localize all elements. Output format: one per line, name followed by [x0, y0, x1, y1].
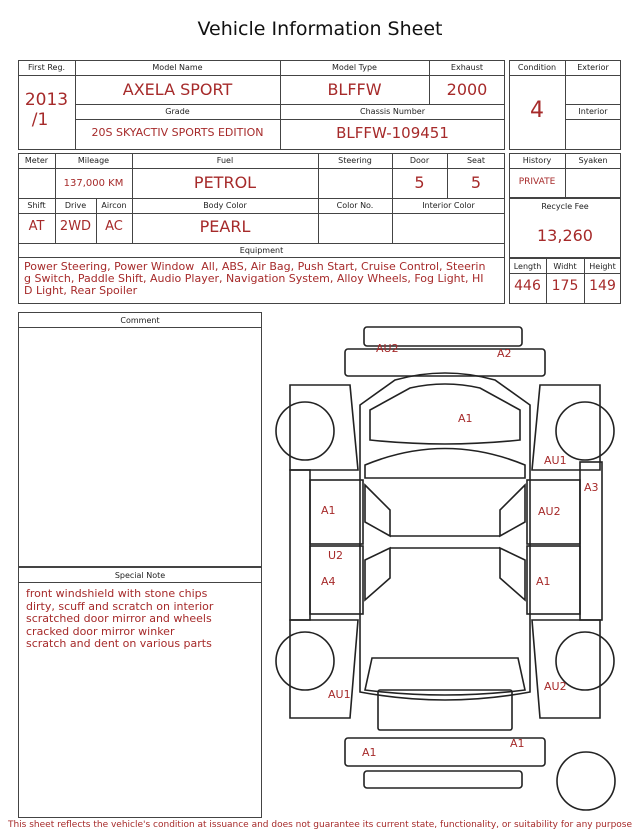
shift-label: Shift	[27, 201, 46, 210]
interior-label: Interior	[578, 107, 608, 116]
equipment-list	[24, 261, 502, 297]
condition-label: Condition	[517, 63, 557, 72]
damage-mark: A1	[362, 746, 377, 759]
length-value: 446	[514, 278, 541, 294]
damage-mark: A4	[321, 575, 336, 588]
exterior-label: Exterior	[577, 63, 609, 72]
special-note-line: scratched door mirror and wheels	[26, 612, 212, 625]
history-label: History	[522, 156, 552, 165]
left-rear-quarter	[290, 620, 358, 718]
body-color-label: Body Color	[203, 201, 247, 210]
special-note-line: cracked door mirror winker	[26, 624, 175, 638]
special-note-line: scratch and dent on various parts	[26, 637, 212, 650]
door-value: 5	[414, 173, 425, 192]
equipment-line: D Light, Rear Spoiler	[24, 284, 138, 297]
door-label: Door	[409, 156, 430, 165]
wheel-front-left	[276, 402, 334, 460]
first-reg-label: First Reg.	[27, 63, 66, 72]
damage-mark: A2	[497, 347, 512, 360]
damage-mark: A1	[458, 412, 473, 425]
recycle-fee-label: Recycle Fee	[541, 202, 589, 211]
damage-mark: A1	[536, 575, 551, 588]
shift-value: AT	[28, 219, 45, 234]
width-label: Widht	[553, 262, 577, 271]
height-value: 149	[589, 278, 616, 294]
equipment-line: Power Steering, Power Window All, ABS, Air Bag, Push Start, Cruise Control, Steerin	[24, 260, 486, 273]
damage-mark: AU1	[328, 688, 351, 701]
first-reg-year: 2013	[24, 90, 69, 110]
width-value: 175	[551, 278, 579, 294]
right-rear-quarter	[532, 620, 600, 718]
chassis-number-value: BLFFW-109451	[336, 124, 449, 142]
damage-mark: A1	[321, 504, 336, 517]
comment-box	[18, 312, 262, 567]
equipment-line: g Switch, Paddle Shift, Audio Player, Navigation System, Alloy Wheels, Fog Light, HI	[24, 272, 484, 285]
interior-color-label: Interior Color	[422, 201, 475, 210]
fuel-label: Fuel	[216, 156, 234, 165]
drive-value: 2WD	[59, 219, 92, 234]
damage-mark: AU2	[538, 505, 561, 518]
front-apron	[345, 349, 545, 376]
recycle-fee-value: 13,260	[537, 226, 593, 245]
left-front-fender	[290, 385, 358, 470]
special-note-text	[26, 588, 258, 651]
mileage-value: 137,000 KM	[63, 178, 124, 189]
damage-mark: AU2	[544, 680, 567, 693]
color-no-label: Color No.	[336, 201, 374, 210]
disclaimer: This sheet reflects the vehicle's condition at issuance and does not guarantee its current state, functionality, or suitability for any purpose	[7, 820, 633, 830]
exhaust-label: Exhaust	[450, 63, 484, 72]
special-note-label: Special Note	[114, 571, 166, 580]
windshield	[365, 449, 525, 479]
model-type-value: BLFFW	[327, 80, 382, 99]
length-label: Length	[513, 262, 542, 271]
damage-mark: AU2	[376, 342, 399, 355]
hood	[370, 384, 520, 444]
sheet-title: Vehicle Information Sheet	[197, 18, 443, 40]
car-damage-diagram	[268, 320, 620, 815]
condition-value: 4	[530, 98, 544, 123]
aircon-value: AC	[105, 219, 123, 234]
mileage-label: Mileage	[77, 156, 110, 165]
height-label: Height	[589, 262, 616, 271]
drive-label: Drive	[64, 201, 87, 210]
model-type-label: Model Type	[332, 63, 377, 72]
spare-wheel	[557, 752, 615, 810]
rear-bumper	[364, 771, 522, 788]
equipment-label: Equipment	[239, 246, 284, 255]
wheel-front-right	[556, 402, 614, 460]
right-rear-door	[527, 546, 580, 614]
first-reg-month: /1	[31, 110, 49, 130]
steering-label: Steering	[338, 156, 372, 165]
seat-label: Seat	[466, 156, 486, 165]
comment-label: Comment	[120, 316, 160, 325]
damage-mark: A3	[584, 481, 599, 494]
special-note-line: dirty, scuff and scratch on interior	[26, 599, 214, 613]
left-sill	[290, 470, 310, 620]
damage-mark: AU1	[544, 454, 567, 467]
chassis-number-label: Chassis Number	[360, 107, 425, 116]
damage-mark: A1	[510, 737, 525, 750]
wheel-rear-left	[276, 632, 334, 690]
grade-label: Grade	[165, 107, 190, 116]
grade-value: 20S SKYACTIV SPORTS EDITION	[91, 126, 264, 139]
aircon-label: Aircon	[101, 201, 127, 210]
fuel-value: PETROL	[193, 173, 257, 192]
exhaust-value: 2000	[446, 80, 488, 99]
special-note-line: front windshield with stone chips	[26, 587, 208, 600]
model-name-value: AXELA SPORT	[122, 80, 233, 99]
left-front-door	[310, 480, 363, 544]
history-value: PRIVATE	[518, 177, 556, 187]
trunk	[378, 690, 512, 730]
damage-mark: U2	[328, 549, 344, 562]
model-name-label: Model Name	[152, 63, 203, 72]
syaken-label: Syaken	[578, 156, 608, 165]
meter-label: Meter	[24, 156, 49, 165]
seat-value: 5	[470, 173, 482, 192]
body-color-value: PEARL	[199, 217, 251, 236]
